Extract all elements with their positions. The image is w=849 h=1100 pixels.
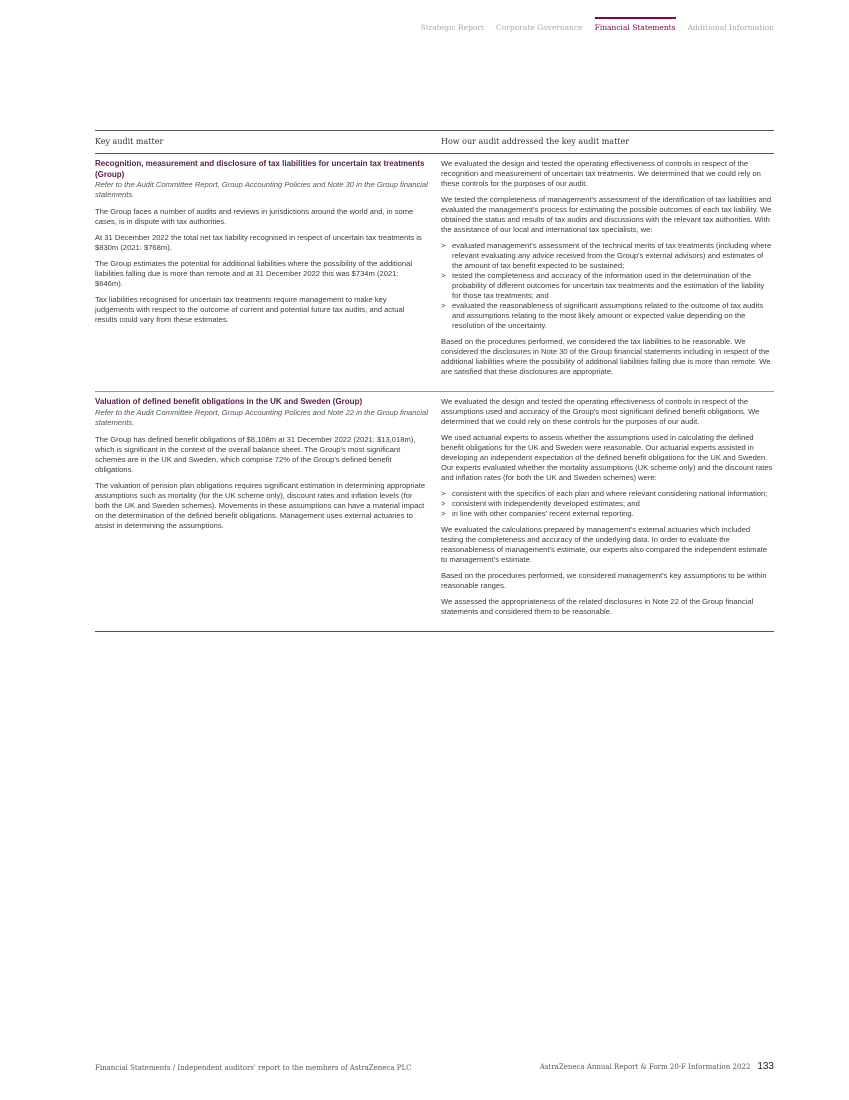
tab-strategic-report[interactable]: Strategic Report bbox=[420, 23, 485, 32]
paragraph: At 31 December 2022 the total net tax liability recognised in respect of uncertain tax treatments is $830m (2021: $768m). bbox=[95, 233, 422, 252]
list-item: > evaluated management's assessment of the technical merits of tax treatments (including where relevant evaluating any advice received from the Group's external advisors) and estimates of the amount of tax benefit expected to be sustained; bbox=[441, 241, 774, 271]
matter-title: Recognition, measurement and disclosure of tax liabilities for uncertain tax treatments (Group) bbox=[95, 159, 425, 179]
key-audit-matters-table bbox=[95, 130, 774, 632]
paragraph: Based on the procedures performed, we considered management's key assumptions to be within reasonable ranges. bbox=[441, 571, 767, 590]
audit-response-cell bbox=[441, 154, 774, 391]
matter-reference: Refer to the Audit Committee Report, Group Accounting Policies and Note 30 in the Group financial statements. bbox=[95, 180, 428, 199]
paragraph: Tax liabilities recognised for uncertain tax treatments require management to make key judgements with respect to the outcome of current and potential future tax audits, and actual results could vary from these estimates. bbox=[95, 295, 405, 324]
matter-title: Valuation of defined benefit obligations in the UK and Sweden (Group) bbox=[95, 397, 363, 406]
paragraph: The Group estimates the potential for additional liabilities where the possibility of the additional liabilities falling due is more than remote and at 31 December 2022 this was $734m (2021: $646m). bbox=[95, 259, 413, 288]
paragraph: We tested the completeness of management's assessment of the identification of tax liabilities and evaluated the management's process for estimating the possible outcomes of each tax liability. We obtained the status and results of tax audits and discussions with the relevant tax authorities. With the assistance of our local and international tax specialists, we: bbox=[441, 195, 772, 234]
bullet-list bbox=[441, 489, 774, 519]
paragraph: The Group faces a number of audits and reviews in jurisdictions around the world and, in some cases, is in dispute with tax authorities. bbox=[95, 207, 414, 226]
paragraph: We used actuarial experts to assess whether the assumptions used in calculating the defined benefit obligations for the UK and Sweden were reasonable. Our actuarial experts assisted in developing an independent expectation of the defined benefit obligations for the UK and Sweden. Our experts evaluated whether the mortality assumptions (UK scheme only) and the discount rates and inflation rates (for both the UK and Sweden schemes) were: bbox=[441, 433, 773, 482]
list-item: > consistent with independently developed estimates; and bbox=[441, 499, 774, 509]
footer-report-title: AstraZeneca Annual Report & Form 20-F Information 2022 bbox=[539, 1063, 751, 1071]
table-row bbox=[95, 392, 774, 632]
table-header bbox=[95, 131, 774, 154]
paragraph: We evaluated the design and tested the operating effectiveness of controls in respect of the recognition and measurement of uncertain tax treatments. We determined that we could rely on these controls for the purposes of our audit. bbox=[441, 159, 761, 188]
page-number: 133 bbox=[757, 1061, 774, 1072]
list-item: > evaluated the reasonableness of significant assumptions related to the outcome of tax audits and assumptions relating to the most likely amount or expected value depending on the resolution of the uncertainty. bbox=[441, 301, 774, 331]
column-header-key-audit-matter: Key audit matter bbox=[95, 137, 164, 146]
table-row bbox=[95, 154, 774, 392]
paragraph: We evaluated the calculations prepared by management's external actuaries which included testing the completeness and accuracy of the underlying data. In order to evaluate the reasonableness of management's estimate, our experts also compared the independent estimate to management's estimate. bbox=[441, 525, 768, 564]
list-item: > in line with other companies' recent external reporting. bbox=[441, 509, 774, 519]
bullet-list bbox=[441, 241, 774, 331]
paragraph: We evaluated the design and tested the operating effectiveness of controls in respect of the assumptions used and accuracy of the Group's most significant defined benefit obligations. We determined that we could rely on these controls for the purposes of our audit. bbox=[441, 397, 760, 426]
section-nav bbox=[421, 23, 774, 32]
paragraph: The Group has defined benefit obligations of $8,108m at 31 December 2022 (2021: $13,018m), which is significant in the context of the overall balance sheet. The Group's most significant schemes are in the UK and Sweden, which comprise 72% of the Group's defined benefit obligations. bbox=[95, 434, 416, 474]
tab-corporate-governance[interactable]: Corporate Governance bbox=[496, 23, 583, 32]
paragraph: Based on the procedures performed, we considered the tax liabilities to be reasonable. We considered the disclosures in Note 30 of the Group financial statements including in respect of the additional liabilities where the possibility of additional liabilities falling due is more than remote. We are satisfied that these disclosures are appropriate. bbox=[441, 337, 771, 376]
tab-financial-statements[interactable]: Financial Statements bbox=[594, 23, 676, 32]
key-audit-matter-cell bbox=[95, 392, 441, 631]
list-item: > consistent with the specifics of each plan and where relevant considering national information; bbox=[441, 489, 774, 499]
audit-response-cell bbox=[441, 392, 774, 631]
tab-additional-information[interactable]: Additional Information bbox=[687, 23, 774, 32]
key-audit-matter-cell bbox=[95, 154, 441, 391]
paragraph: We assessed the appropriateness of the related disclosures in Note 22 of the Group financial statements and considered them to be reasonable. bbox=[441, 597, 754, 616]
paragraph: The valuation of pension plan obligations requires significant estimation in determining appropriate assumptions such as mortality (for the UK scheme only), discount rates and inflation levels (for both the UK and Sweden schemes). Movements in these assumptions can have a material impact on the determination of the defined benefit obligations. Management uses external actuaries to assist in determining the assumptions. bbox=[95, 480, 426, 530]
footer-right bbox=[540, 1061, 774, 1072]
footer-section-title: Financial Statements / Independent auditors' report to the members of AstraZeneca PLC bbox=[95, 1064, 412, 1072]
list-item: > tested the completeness and accuracy of the information used in the determination of the probability of different outcomes for uncertain tax treatments and the estimation of the liability for those tax treatments; and bbox=[441, 271, 774, 301]
matter-reference: Refer to the Audit Committee Report, Group Accounting Policies and Note 22 in the Group financial statements. bbox=[95, 407, 428, 427]
column-header-audit-response: How our audit addressed the key audit matter bbox=[441, 137, 630, 146]
